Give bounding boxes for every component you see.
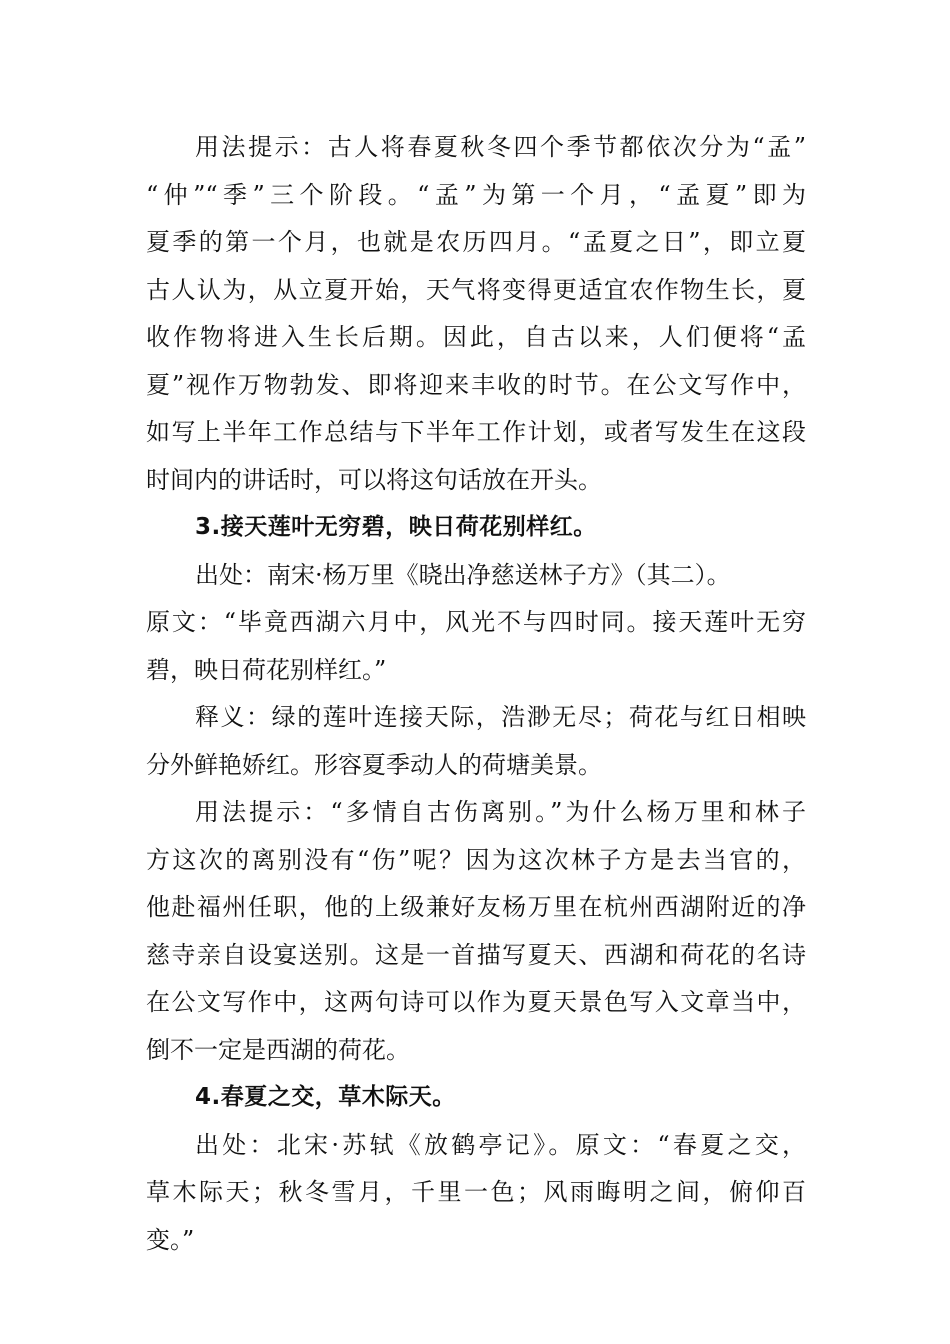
text-line: 时间内的讲话时，可以将这句话放在开头。	[146, 465, 602, 494]
document-page	[146, 124, 806, 1264]
text-line: 释义：绿的莲叶连接天际，浩渺无尽；荷花与红日相映	[195, 703, 806, 731]
text-line: 用法提示：古人将春夏秋冬四个季节都依次分为“孟”	[195, 133, 806, 161]
text-line: 在公文写作中，这两句诗可以作为夏天景色写入文章当中，	[146, 988, 806, 1016]
paragraph-source-3	[146, 552, 806, 695]
paragraph-source-4	[146, 1122, 806, 1265]
text-line: 出处：北宋·苏轼《放鹤亭记》。原文：“春夏之交，	[195, 1130, 806, 1159]
text-line: 用法提示：“多情自古伤离别。”为什么杨万里和林子	[195, 798, 806, 826]
section-heading-3: 3.接天莲叶无穷碧，映日荷花别样红。	[195, 514, 597, 540]
paragraph-meaning-3	[146, 694, 806, 789]
text-line: 变。”	[146, 1225, 195, 1254]
text-line: 方这次的离别没有“伤”呢？因为这次林子方是去当官的，	[146, 845, 806, 874]
text-line: “仲”“季”三个阶段。“孟”为第一个月，“孟夏”即为	[146, 180, 806, 209]
text-line: 出处：南宋·杨万里《晓出净慈送林子方》（其二）。	[195, 560, 731, 589]
text-line: 古人认为，从立夏开始，天气将变得更适宜农作物生长，夏	[146, 275, 806, 304]
text-line: 如写上半年工作总结与下半年工作计划，或者写发生在这段	[146, 418, 806, 446]
text-line: 碧，映日荷花别样红。”	[146, 655, 387, 684]
text-line: 倒不一定是西湖的荷花。	[146, 1035, 410, 1064]
paragraph-usage-note-1	[146, 124, 806, 504]
text-line: 收作物将进入生长后期。因此，自古以来，人们便将“孟	[146, 323, 806, 351]
paragraph-usage-note-3	[146, 789, 806, 1074]
text-line: 夏”视作万物勃发、即将迎来丰收的时节。在公文写作中，	[146, 370, 806, 399]
text-line: 他赴福州任职，他的上级兼好友杨万里在杭州西湖附近的净	[146, 893, 806, 921]
text-line: 分外鲜艳娇红。形容夏季动人的荷塘美景。	[146, 750, 602, 779]
text-line: 原文：“毕竟西湖六月中，风光不与四时同。接天莲叶无穷	[146, 608, 806, 636]
section-heading-4: 4.春夏之交，草木际天。	[195, 1084, 456, 1110]
text-line: 草木际天；秋冬雪月，千里一色；风雨晦明之间，俯仰百	[146, 1178, 806, 1206]
text-line: 夏季的第一个月，也就是农历四月。“孟夏之日”，即立夏	[146, 228, 806, 256]
text-line: 慈寺亲自设宴送别。这是一首描写夏天、西湖和荷花的名诗	[146, 940, 806, 969]
